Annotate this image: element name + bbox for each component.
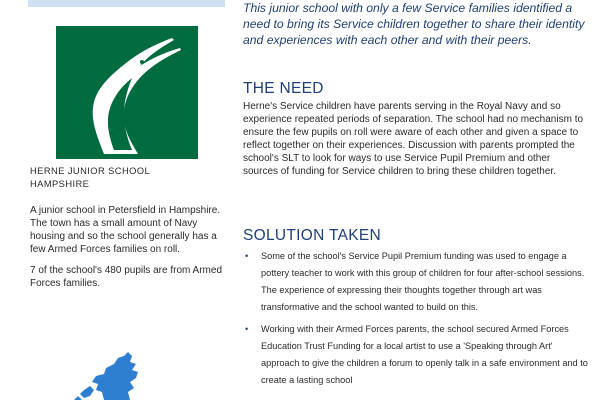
list-item: • Working with their Armed Forces parents, the school secured Armed Forces Education Trust Funding for a local artist to use a 'Speaking through Art' approach to give the children a forum to openly talk in a safe environment and to create a lasting school <box>243 321 593 389</box>
school-logo <box>56 26 198 159</box>
top-accent-bar <box>28 0 225 7</box>
uk-map-icon <box>74 352 144 400</box>
need-text: Herne's Service children have parents serving in the Royal Navy and so experience repeated periods of separation. The school had no mechanism to ensure the few pupils on roll were aware of each other and given a space to reflect together on their experiences. Discussion with parents prompted the school's SLT to look for ways to use Service Pupil Premium and other sources of funding for Service children to bring these children together. <box>243 101 584 178</box>
school-pupils-text: 7 of the school's 480 pupils are from Armed Forces families. <box>30 265 223 289</box>
school-name-line1: HERNE JUNIOR SCHOOL <box>30 165 151 176</box>
need-heading: THE NEED <box>243 80 324 97</box>
school-name <box>30 164 225 190</box>
solution-list <box>243 248 593 394</box>
heron-logo-icon <box>56 26 198 159</box>
school-description <box>30 204 230 298</box>
intro-text: This junior school with only a few Service families identified a need to bring its Service children together to share their identity and experiences with each other and with their peers. <box>243 1 585 47</box>
list-item: • Some of the school's Service Pupil Premium funding was used to engage a pottery teacher to work with this group of children for four after-school sessions. The experience of expressing their thoughts together through art was transformative and the school wanted to build on this. <box>243 248 593 316</box>
school-description-text: A junior school in Petersfield in Hampshire. The town has a small amount of Navy housing and so the school generally has a few Armed Forces families on roll. <box>30 205 221 255</box>
school-name-line2: HAMPSHIRE <box>30 178 90 189</box>
solution-heading: SOLUTION TAKEN <box>243 227 381 244</box>
